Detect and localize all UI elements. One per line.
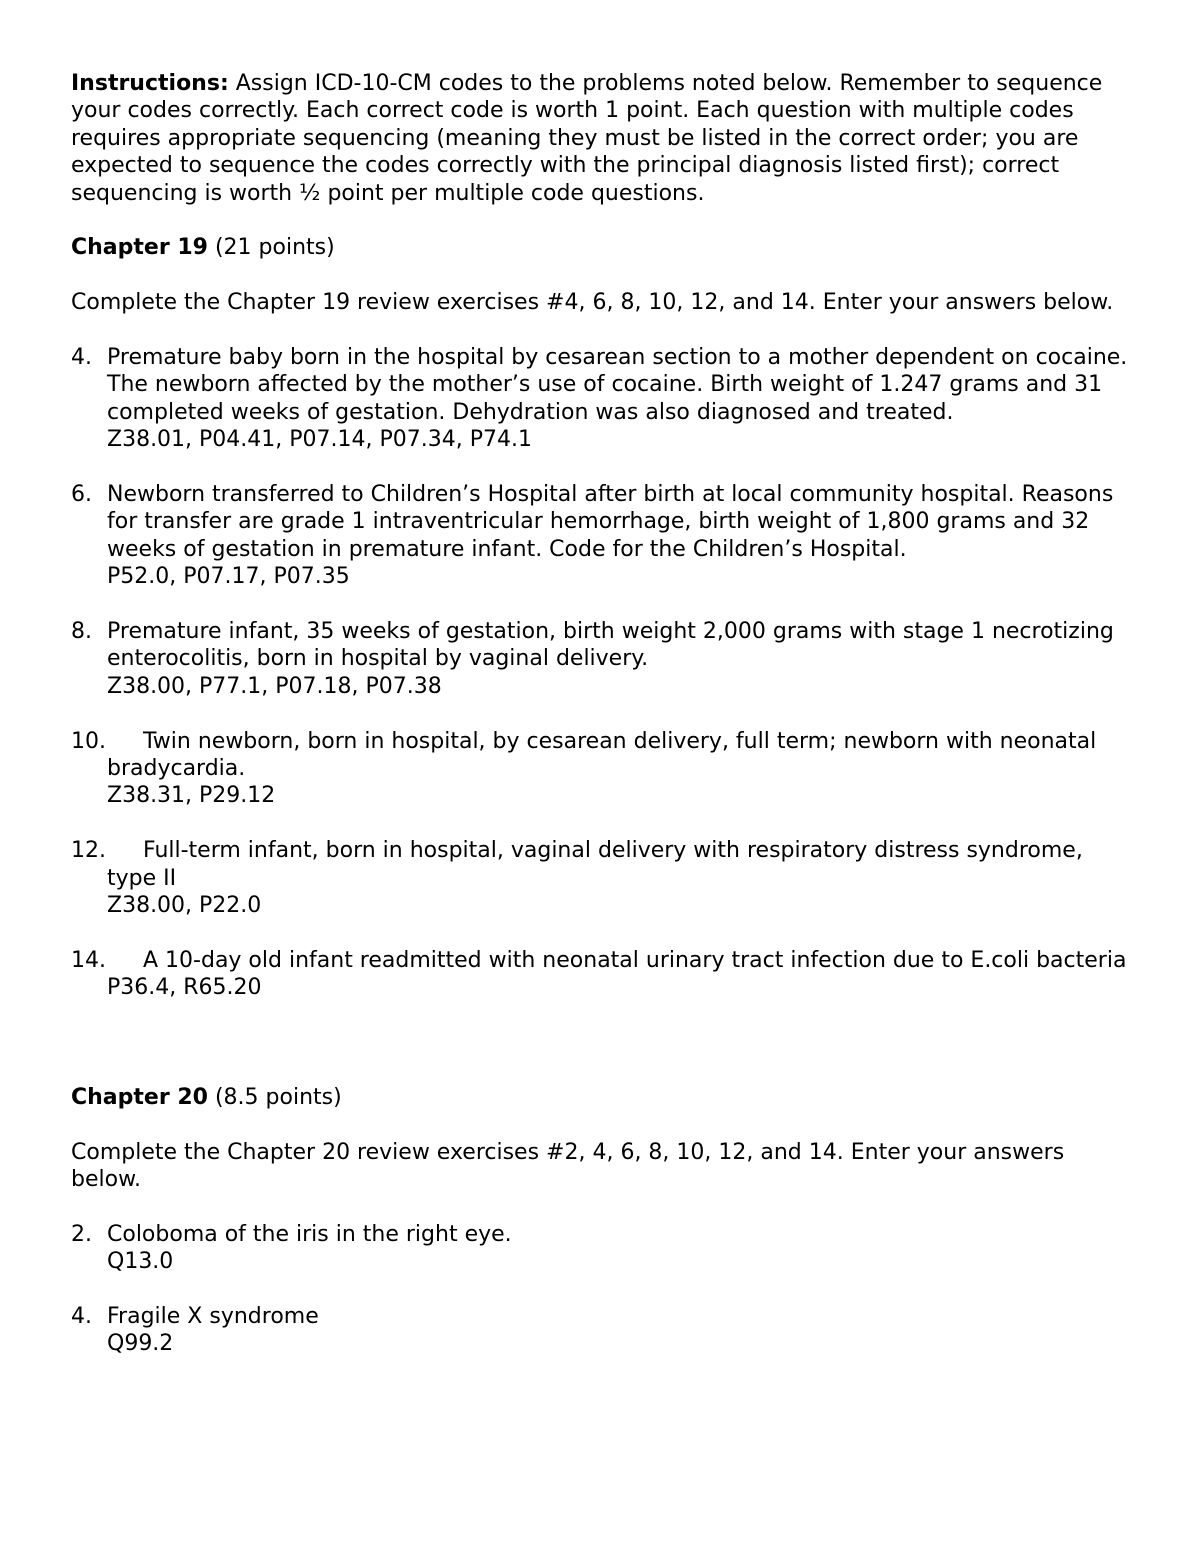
exercise-answer: Q99.2 — [107, 1331, 174, 1357]
chapter-20-section — [71, 1084, 1131, 1358]
exercise-item — [71, 618, 1131, 700]
chapter-19-title: Chapter 19 — [71, 235, 208, 261]
chapter-19-exercise-list — [71, 344, 1131, 1002]
exercise-question: Fragile X syndrome — [107, 1304, 319, 1330]
exercise-number: 6. — [71, 482, 92, 508]
exercise-answer: P36.4, R65.20 — [107, 975, 262, 1001]
exercise-item — [71, 947, 1131, 1002]
exercise-item — [71, 728, 1131, 810]
instructions-label: Instructions: — [71, 71, 229, 96]
exercise-question: A 10-day old infant readmitted with neonatal urinary tract infection due to E.coli bacteria — [143, 947, 1127, 973]
exercise-question: Full-term infant, born in hospital, vaginal delivery with respiratory distress syndrome, type II — [107, 838, 1083, 891]
exercise-item — [71, 1221, 1131, 1276]
exercise-number: 10. — [71, 728, 106, 754]
chapter-19-intro: Complete the Chapter 19 review exercises #4, 6, 8, 10, 12, and 14. Enter your answers below. — [71, 290, 1114, 316]
exercise-question: Twin newborn, born in hospital, by cesarean delivery, full term; newborn with neonatal bradycardia. — [107, 728, 1097, 782]
exercise-item — [71, 344, 1131, 454]
exercise-item — [71, 1303, 1131, 1358]
chapter-20-intro: Complete the Chapter 20 review exercises #2, 4, 6, 8, 10, 12, and 14. Enter your answers below. — [71, 1139, 1065, 1193]
chapter-19-section — [71, 234, 1131, 1001]
exercise-item — [71, 481, 1131, 591]
exercise-question: Coloboma of the iris in the right eye. — [107, 1221, 512, 1247]
exercise-answer: Q13.0 — [107, 1249, 174, 1275]
chapter-19-points: (21 points) — [207, 235, 335, 261]
exercise-answer: Z38.01, P04.41, P07.14, P07.34, P74.1 — [107, 427, 532, 453]
document-page — [71, 70, 1131, 1385]
exercise-item — [71, 837, 1131, 919]
chapter-20-exercise-list — [71, 1221, 1131, 1358]
section-spacer — [71, 1029, 1131, 1084]
exercise-question: Premature infant, 35 weeks of gestation, birth weight 2,000 grams with stage 1 necrotizing enterocolitis, born in hospital by vaginal delivery. — [107, 619, 1114, 672]
chapter-20-heading — [71, 1084, 1131, 1111]
exercise-number: 14. — [71, 947, 106, 973]
instructions-paragraph — [71, 70, 1131, 207]
exercise-number: 4. — [71, 345, 92, 371]
exercise-answer: Z38.00, P77.1, P07.18, P07.38 — [107, 673, 442, 699]
instructions-text: Assign ICD-10-CM codes to the problems noted below. Remember to sequence your codes correctly. Each correct code is worth 1 point. Each question with multiple codes requires appropriate sequencing (meaning they must be listed in the correct order; you are expected to sequence the codes correctly with the principal diagnosis listed first); correct sequencing is worth ½ point per multiple code questions. — [71, 71, 1103, 206]
exercise-answer: Z38.00, P22.0 — [107, 893, 262, 919]
exercise-answer: Z38.31, P29.12 — [107, 783, 276, 809]
exercise-number: 4. — [71, 1304, 92, 1330]
chapter-20-points: (8.5 points) — [207, 1084, 342, 1110]
chapter-19-heading — [71, 234, 1131, 261]
exercise-number: 8. — [71, 619, 92, 645]
exercise-number: 2. — [71, 1221, 92, 1247]
exercise-question: Premature baby born in the hospital by cesarean section to a mother dependent on cocaine. The newborn affected by the mother’s use of cocaine. Birth weight of 1.247 grams and 31 completed weeks of gestation. Dehydration was also diagnosed and treated. — [107, 345, 1128, 425]
chapter-20-title: Chapter 20 — [71, 1084, 208, 1110]
exercise-answer: P52.0, P07.17, P07.35 — [107, 564, 350, 590]
exercise-question: Newborn transferred to Children’s Hospital after birth at local community hospital. Reasons for transfer are grade 1 intraventricular hemorrhage, birth weight of 1,800 grams and 32 weeks of gestation in premature infant. Code for the Children’s Hospital. — [107, 482, 1114, 562]
exercise-number: 12. — [71, 838, 106, 864]
